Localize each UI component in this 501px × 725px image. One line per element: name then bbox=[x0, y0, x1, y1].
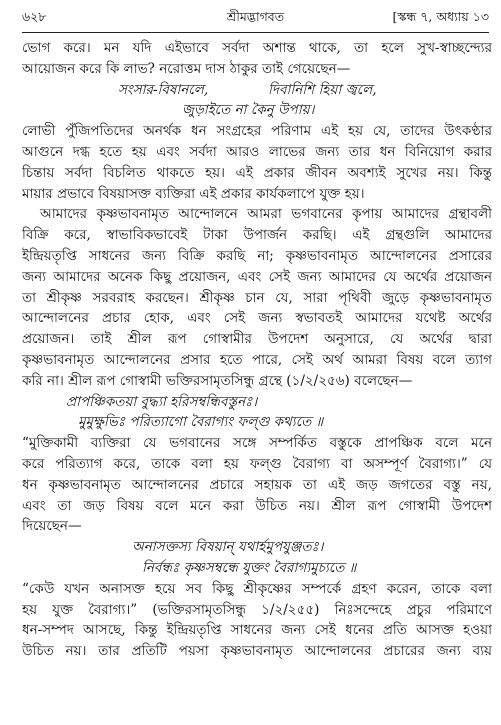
text-line: জন্য আমাদের অনেক কিছু প্রয়োজন, এবং সেই জন্য আমাদের যে অর্থের প্রয়োজন bbox=[22, 268, 492, 285]
section-reference: [স্কন্ধ ৭, অধ্যায় ১৩ bbox=[392, 9, 489, 24]
text-line: “মুক্তিকামী ব্যক্তিরা যে ভগবানের সঙ্গে সম্পর্কিত বস্তুকে প্রাপঞ্চিক বলে মনে bbox=[22, 435, 492, 452]
verse-line: অনাসক্তস্য বিষয়ান্ যথার্হমুপযুঞ্জতঃ। bbox=[132, 539, 324, 556]
text-line: হয় যুক্ত বৈরাগ্য।” (ভক্তিরসামৃতসিন্ধু ১/২/২৫৫) নিঃসন্দেহে প্রচুর পরিমাণে bbox=[22, 601, 492, 618]
text-line: করি না। শ্রীল রূপ গোস্বামী ভক্তিরসামৃতসিন্ধু গ্রন্থে (১/২/২৫৬) বলেছেন— bbox=[22, 372, 413, 389]
text-line: মায়ার প্রভাবে বিষয়াসক্ত ব্যক্তিরা এই প্রকার কার্যকলাপে যুক্ত হয়। bbox=[22, 185, 365, 202]
text-line: “কেউ যখন অনাসক্ত হয়ে সব কিছু শ্রীকৃষ্ণের সম্পর্কে গ্রহণ করেন, তাকে বলা bbox=[22, 580, 492, 597]
text-line: বিক্রি করে, স্বাভাবিকভাবেই টাকা উপার্জন করছি। এই গ্রন্থগুলি আমাদের bbox=[22, 227, 492, 244]
text-line: কৃষ্ণভাবনামৃত আন্দোলনের প্রসার হতে পারে, সেই অর্থ আমরা বিষয় বলে ত্যাগ bbox=[22, 351, 492, 368]
text-line: লোভী পুঁজিপতিদের অনর্থক ধন সংগ্রহের পরিণাম এই হয় যে, তাদের উৎকণ্ঠার bbox=[22, 123, 492, 140]
text-line: ভোগ করে। মন যদি এইভাবে সর্বদা অশান্ত থাকে, তা হলে সুখ-স্বাচ্ছন্দ্যের bbox=[22, 40, 492, 56]
verse-line: মুমুক্ষুভিঃ পরিত্যাগো বৈরাগ্যং ফল্গু কথ্যতে ॥ bbox=[78, 414, 324, 431]
page-number: ৬২৮ bbox=[22, 9, 47, 24]
text-line: আগুনে দগ্ধ হতে হয় এবং সর্বদা আরও লাভের জন্য তার ধন বিনিয়োগ করার bbox=[22, 143, 492, 160]
verse-line bbox=[22, 80, 492, 101]
text-line: দিয়েছেন— bbox=[22, 518, 82, 535]
text-line: আমাদের কৃষ্ণভাবনামৃত আন্দোলনে আমরা ভগবানের কৃপায় আমাদের গ্রন্থাবলী bbox=[40, 206, 492, 223]
text-line: আন্দোলনের প্রচার হোক, এবং সেই জন্য স্বভাবতই আমাদের যথেষ্ট অর্থের bbox=[22, 310, 492, 327]
text-line: ধন কৃষ্ণভাবনামৃত আন্দোলনের প্রচারে সহায়ক তা এই জড় জগতের বস্তু নয়, bbox=[22, 476, 492, 493]
header-rule bbox=[22, 32, 489, 33]
verse-line: জুড়াইতে না কৈনু উপায়। bbox=[182, 102, 315, 119]
text-line: আয়োজন করে কি লাভ? নরোত্তম দাস ঠাকুর তাই গেয়েছেন— bbox=[22, 60, 351, 77]
verse-line: প্রাপঞ্চিকতয়া বুদ্ধ্যা হরিসম্বন্ধিবস্তুনঃ। bbox=[66, 393, 258, 410]
text-line: এবং তা জড় বিষয় বলে মনে করা উচিত নয়। শ্রীল রূপ গোস্বামী উপদেশ bbox=[22, 497, 492, 514]
verse-part: সংসার-বিষানলে, bbox=[118, 81, 209, 98]
verse-part: দিবানিশি হিয়া জ্বলে, bbox=[268, 81, 377, 98]
page-header bbox=[22, 8, 489, 30]
text-line: ধন-সম্পদ আসছে, কিন্তু ইন্দ্রিয়তৃপ্তি সাধনের জন্য সেই ধনের প্রতি আসক্ত হওয়া bbox=[22, 622, 492, 639]
text-line: প্রয়োজন। তাই শ্রীল রূপ গোস্বামীর উপদেশ অনুসারে, যে অর্থের দ্বারা bbox=[22, 331, 492, 348]
text-line: ইন্দ্রিয়তৃপ্তি সাধনের জন্য বিক্রি করছি না; কৃষ্ণভাবনামৃত আন্দোলনের প্রসারের bbox=[22, 247, 492, 264]
verse-line: নির্বন্ধঃ কৃষ্ণসম্বন্ধে যুক্তং বৈরাগ্যমুচ্যতে ॥ bbox=[142, 559, 357, 576]
text-line: করে পরিত্যাগ করে, তাকে বলা হয় ফল্গু বৈরাগ্য বা অসম্পূর্ণ বৈরাগ্য।” যে bbox=[22, 455, 492, 472]
book-title: শ্রীমদ্ভাগবত bbox=[226, 9, 285, 24]
page-body bbox=[22, 38, 492, 662]
text-line: তা শ্রীকৃষ্ণ সরবরাহ করছেন। শ্রীকৃষ্ণ চান যে, সারা পৃথিবী জুড়ে কৃষ্ণভাবনামৃত bbox=[22, 289, 492, 306]
text-line: চিন্তায় সর্বদা বিচলিত থাকতে হয়। এই প্রকার জীবন অবশ্যই সুখের নয়। কিন্তু bbox=[22, 164, 492, 181]
text-line: উচিত নয়। তার প্রতিটি পয়সা কৃষ্ণভাবনামৃত আন্দোলনের প্রচারের জন্য ব্যয় bbox=[22, 643, 492, 660]
